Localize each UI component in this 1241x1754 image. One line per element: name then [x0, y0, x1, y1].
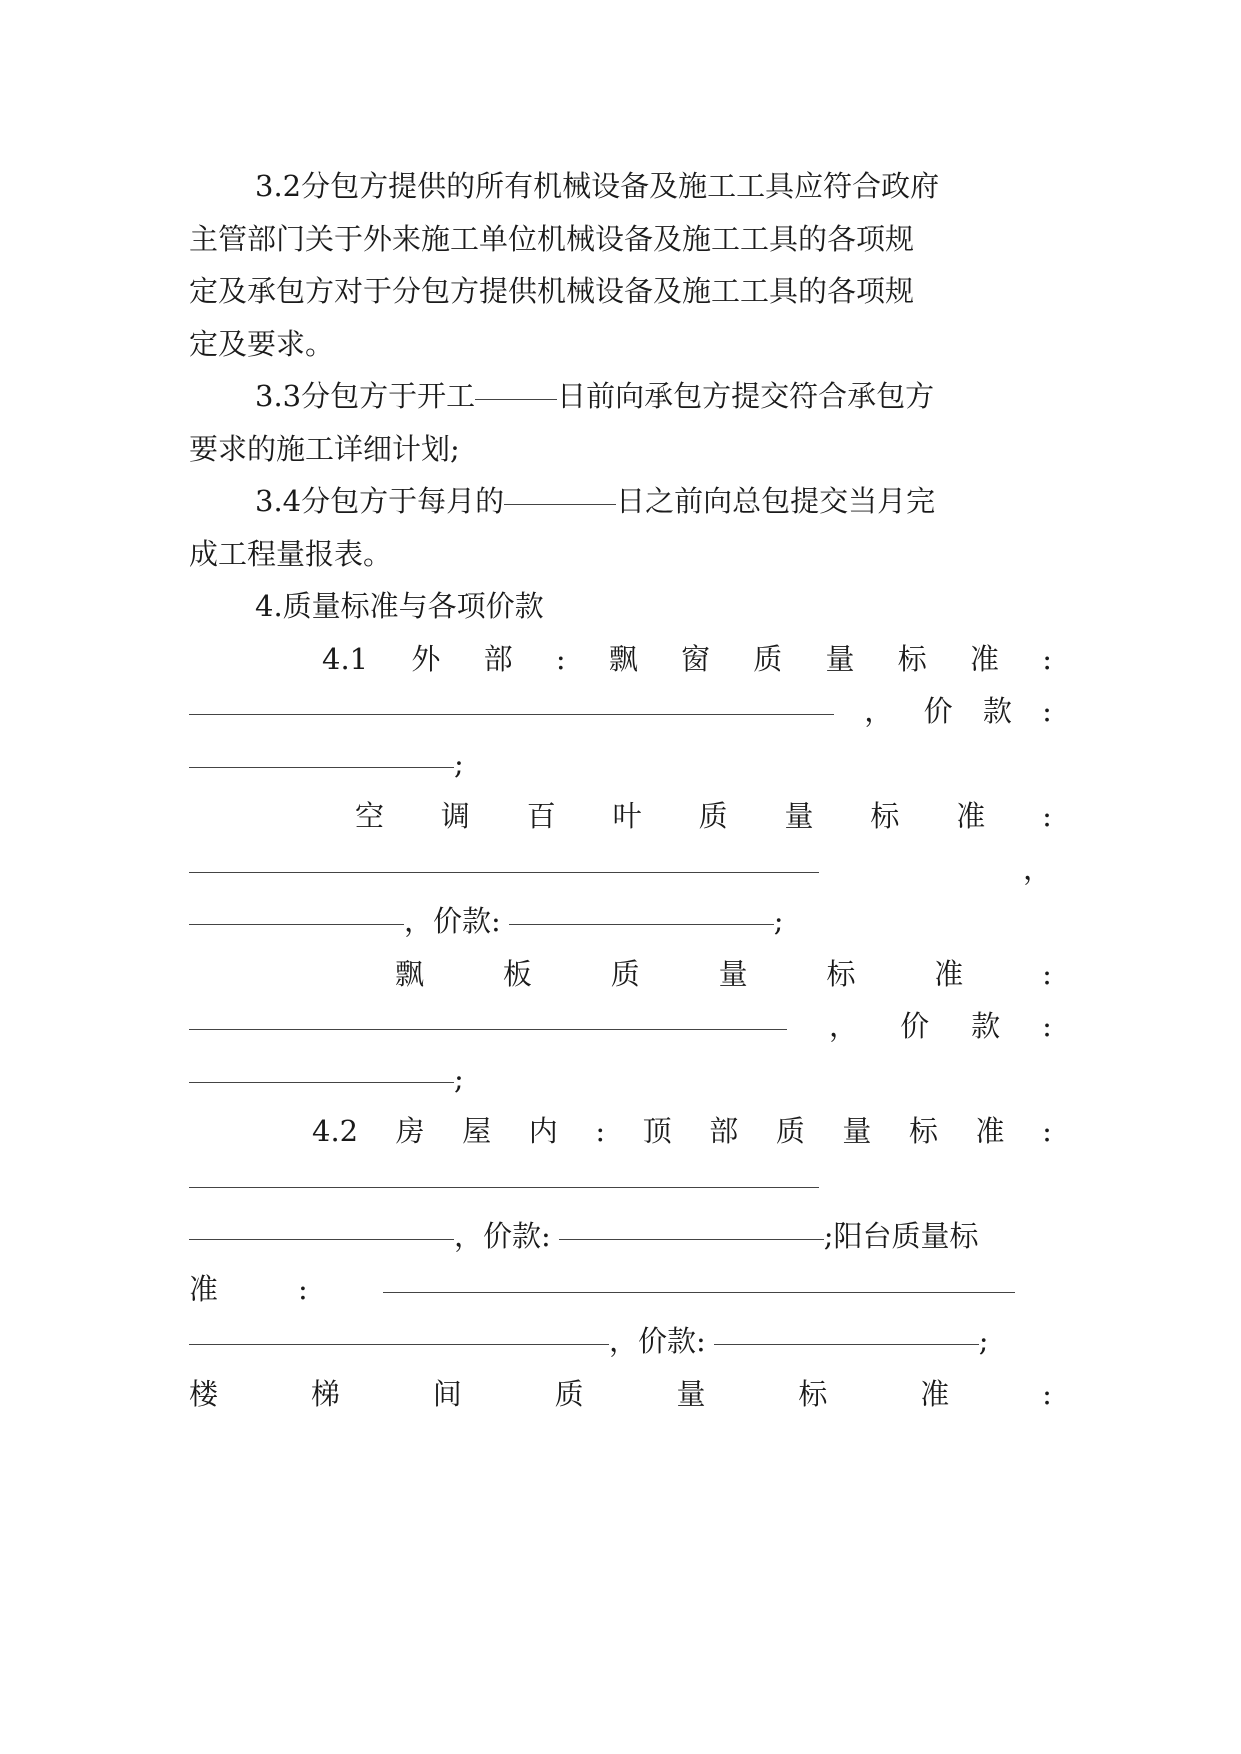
bay-board-price-blank	[189, 1050, 454, 1083]
text-token: 4.1	[322, 642, 369, 676]
text-token: 量	[825, 642, 855, 676]
text-token: 叶	[612, 799, 642, 833]
bay-board-line-2	[189, 997, 1052, 1055]
bay-window-standard-blank	[189, 682, 834, 715]
para-4-2-line-1	[312, 1102, 1052, 1160]
text-token: 标	[908, 1114, 938, 1148]
ac-louver-line-3	[189, 892, 1052, 950]
text-token: 质	[775, 1114, 805, 1148]
text-token: 款	[971, 1009, 1001, 1043]
text-token: ;	[454, 747, 464, 781]
text-token: 质	[753, 642, 783, 676]
price-label: ，价款:	[609, 1324, 706, 1358]
text-token: 量	[842, 1114, 872, 1148]
text-token: 板	[502, 957, 532, 991]
text-token: :	[298, 1272, 308, 1306]
text-token: 准	[956, 799, 986, 833]
balcony-price-blank	[714, 1312, 979, 1345]
balcony-standard-blank	[383, 1260, 1015, 1293]
monthly-day-blank	[504, 472, 616, 505]
bay-board-standard-blank	[189, 997, 787, 1030]
para-3-3-line-2: 要求的施工详细计划;	[189, 432, 460, 466]
text-token: 屋	[462, 1114, 492, 1148]
text-token: 款	[982, 694, 1012, 728]
ac-louver-price-blank	[509, 892, 774, 925]
text-token: 准	[934, 957, 964, 991]
text-token: 价	[900, 1009, 930, 1043]
text-token: 量	[718, 957, 748, 991]
price-label: ，价款:	[404, 904, 501, 938]
section-4-heading: 4.质量标准与各项价款	[255, 589, 544, 623]
ac-louver-line-1	[355, 787, 1052, 845]
balcony-standard-blank-2	[189, 1312, 609, 1345]
text-token: 部	[483, 642, 513, 676]
text-token: 窗	[681, 642, 711, 676]
text-token: 外	[411, 642, 441, 676]
bay-board-line-1	[395, 945, 1052, 1003]
bay-board-line-3	[189, 1050, 1052, 1108]
text-token: 楼	[189, 1377, 219, 1411]
para-3-3-text-b: 日前向承包方提交符合承包方	[557, 379, 935, 413]
text-token: 标	[826, 957, 856, 991]
text-token: :	[1042, 1377, 1052, 1411]
text-token: :	[555, 642, 566, 676]
text-token: :	[595, 1114, 606, 1148]
text-token: ，	[829, 1009, 859, 1043]
text-token: :	[1042, 1009, 1052, 1043]
text-token: 质	[554, 1377, 584, 1411]
para-4-2-line-5	[189, 1312, 1052, 1370]
text-token: ，	[864, 694, 894, 728]
text-token: 间	[432, 1377, 462, 1411]
para-3-2-line-2: 主管部门关于外来施工单位机械设备及施工工具的各项规	[189, 222, 915, 256]
text-token: 质	[698, 799, 728, 833]
text-token: 房	[395, 1114, 425, 1148]
text-token: :	[1042, 642, 1052, 676]
para-3-4-text-a: 3.4分包方于每月的	[255, 484, 505, 518]
text-token: 准	[920, 1377, 950, 1411]
stairwell-line-1	[189, 1365, 1052, 1423]
text-token: 价	[923, 694, 953, 728]
ac-louver-line-2	[189, 840, 1052, 898]
para-3-4-line-2: 成工程量报表。	[189, 537, 393, 571]
para-3-2-line-4: 定及要求。	[189, 327, 335, 361]
ceiling-standard-blank-2	[189, 1207, 454, 1240]
text-token: 标	[798, 1377, 828, 1411]
price-label: ，价款:	[454, 1219, 551, 1253]
text-token: :	[1042, 799, 1052, 833]
para-4-1-line-2	[189, 682, 1052, 740]
ceiling-price-blank	[559, 1207, 824, 1240]
text-token: 空	[355, 799, 385, 833]
text-token: :	[1042, 694, 1052, 728]
text-token: 飘	[608, 642, 638, 676]
para-3-4-text-b: 日之前向总包提交当月完	[616, 484, 936, 518]
text-token: 飘	[395, 957, 425, 991]
bay-window-price-blank	[189, 735, 454, 768]
text-token: 百	[526, 799, 556, 833]
text-token: 标	[897, 642, 927, 676]
text-token: 准	[969, 642, 999, 676]
text-token: 梯	[310, 1377, 340, 1411]
ceiling-standard-blank	[189, 1155, 819, 1188]
para-3-2-line-3: 定及承包方对于分包方提供机械设备及施工工具的各项规	[189, 274, 915, 308]
para-4-2-line-3	[189, 1207, 1052, 1265]
text-token: ;	[978, 1324, 989, 1358]
text-token: :	[1042, 957, 1052, 991]
para-3-4-line-1	[255, 472, 1052, 530]
para-4-1-line-1	[322, 630, 1052, 688]
para-4-2-line-2	[189, 1155, 1052, 1213]
text-token: 标	[870, 799, 900, 833]
balcony-label: ;阳台质量标	[823, 1219, 979, 1253]
text-token: 调	[440, 799, 470, 833]
text-token: 内	[528, 1114, 558, 1148]
text-token: 准	[189, 1272, 219, 1306]
para-3-3-line-1	[255, 367, 1052, 425]
text-token: 质	[610, 957, 640, 991]
start-days-blank	[475, 367, 557, 400]
para-4-2-line-4	[189, 1260, 1052, 1318]
text-token: 准	[975, 1114, 1005, 1148]
text-token: ，	[1022, 852, 1052, 886]
text-token: :	[1042, 1114, 1052, 1148]
ac-louver-standard-blank	[189, 840, 819, 873]
text-token: 4.2	[312, 1114, 359, 1148]
text-token: 顶	[642, 1114, 672, 1148]
para-3-2-line-1: 3.2分包方提供的所有机械设备及施工工具应符合政府	[255, 169, 940, 203]
text-token: 量	[784, 799, 814, 833]
para-4-1-line-3	[189, 735, 1052, 793]
text-token: ;	[773, 904, 784, 938]
text-token: ;	[454, 1062, 464, 1096]
text-token: 部	[709, 1114, 739, 1148]
para-3-3-text-a: 3.3分包方于开工	[255, 379, 476, 413]
text-token: 量	[676, 1377, 706, 1411]
ac-louver-standard-blank-2	[189, 892, 404, 925]
